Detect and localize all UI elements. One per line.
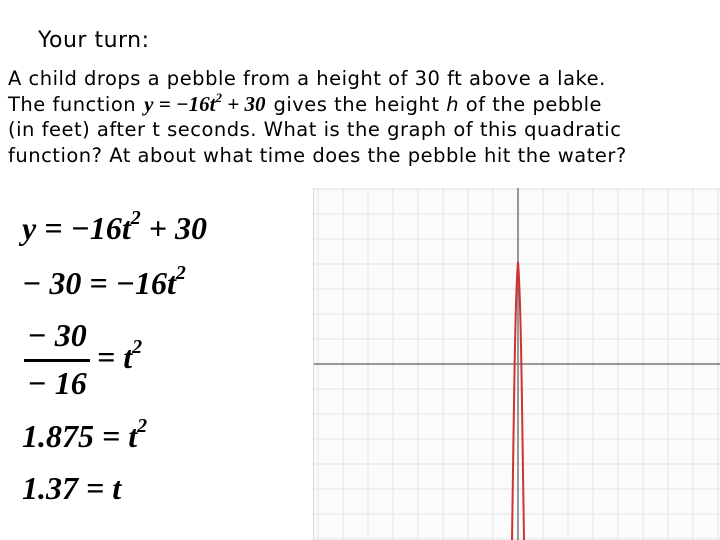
- step-3-exponent: 2: [132, 336, 143, 358]
- step-1-equation: [22, 207, 207, 246]
- variable-h: h: [446, 92, 460, 116]
- problem-line-3: (in feet) after t seconds. What is the graph of this quadratic: [8, 118, 622, 141]
- problem-statement: [8, 66, 716, 168]
- fraction-denominator: − 16: [27, 365, 87, 401]
- problem-line-4: function? At about what time does the pebble hit the water?: [8, 143, 627, 167]
- step-3-rhs: [97, 336, 143, 375]
- step-4-equation: [22, 415, 148, 454]
- step-5-text: 1.37 = t: [22, 470, 122, 506]
- step-4-text: 1.875 = t: [22, 418, 138, 454]
- problem-line-2-end-b: of the pebble: [459, 92, 603, 116]
- graphing-calculator-screen: [313, 188, 720, 540]
- step-1-text: y = −16t: [22, 210, 131, 246]
- fraction-numerator: − 30: [27, 317, 87, 353]
- inline-eq-exponent: 2: [215, 89, 222, 105]
- step-1-tail: + 30: [140, 210, 207, 246]
- step-1-exponent: 2: [130, 207, 141, 229]
- problem-line-2-end-a: gives the height: [273, 92, 447, 116]
- problem-line-2-start: The function: [8, 92, 137, 116]
- step-3-rhs-text: = t: [97, 339, 133, 375]
- inline-function-equation: [144, 89, 266, 116]
- step-2-exponent: 2: [175, 262, 186, 284]
- step-5-equation: [22, 470, 121, 506]
- step-2-equation: [22, 262, 186, 301]
- slide-title: Your turn:: [38, 28, 150, 53]
- inline-eq-lhs: y = −16t: [144, 91, 216, 116]
- problem-line-1: A child drops a pebble from a height of 30 ft above a lake.: [8, 67, 606, 90]
- fraction-bar: [24, 359, 90, 362]
- inline-eq-rhs: + 30: [221, 91, 266, 116]
- step-3-fraction: [22, 317, 182, 407]
- step-4-exponent: 2: [137, 415, 148, 437]
- problem-line-2: [8, 89, 716, 118]
- parabola-graph: [314, 188, 720, 540]
- step-2-text: − 30 = −16t: [22, 265, 176, 301]
